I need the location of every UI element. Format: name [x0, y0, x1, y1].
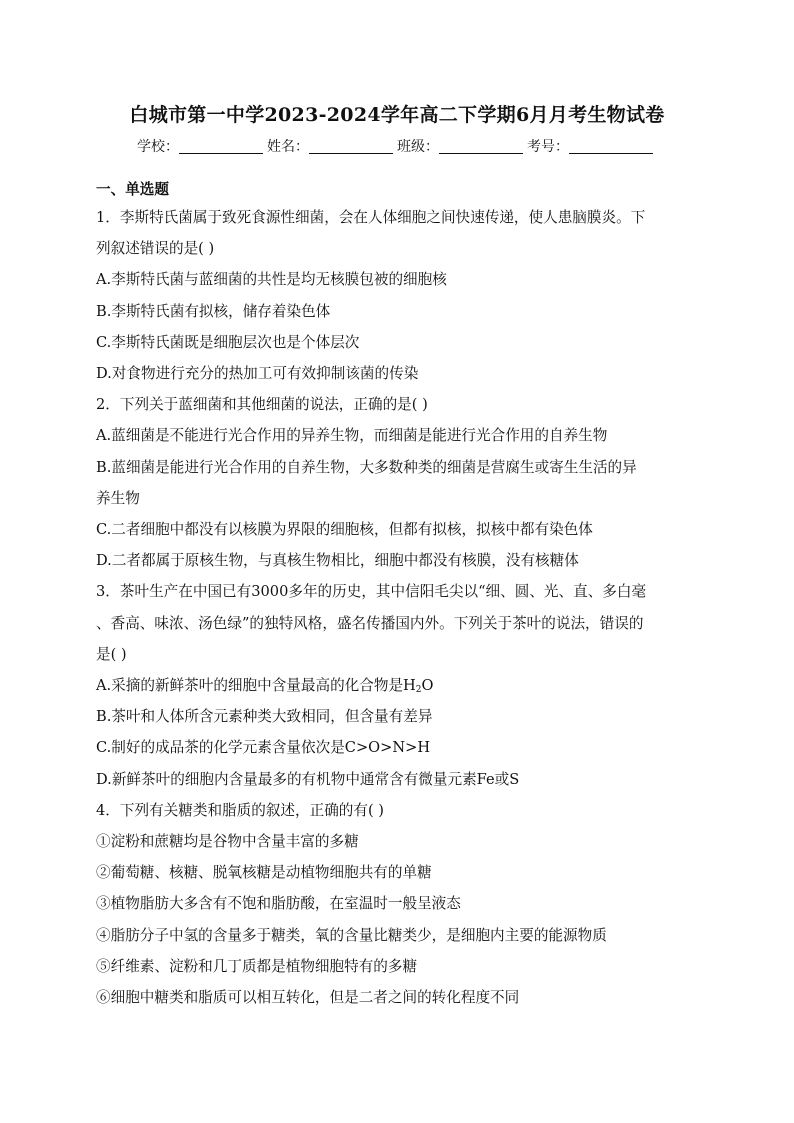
- school-blank[interactable]: [179, 139, 263, 154]
- question-stem: 2．下列关于蓝细菌和其他细菌的说法，正确的是( ): [96, 396, 428, 414]
- statement-4: ④脂肪分子中氢的含量多于糖类，氧的含量比糖类少，是细胞内主要的能源物质: [96, 926, 607, 944]
- statement-2: ②葡萄糖、核糖、脱氧核糖是动植物细胞共有的单糖: [96, 864, 432, 882]
- option-a: A.蓝细菌是不能进行光合作用的异养生物，而细菌是能进行光合作用的自养生物: [96, 427, 608, 445]
- question-3: [96, 576, 706, 794]
- option-d: D.二者都属于原核生物，与真核生物相比，细胞中都没有核膜，没有核糖体: [96, 552, 579, 570]
- statement-3: ③植物脂肪大多含有不饱和脂肪酸，在室温时一般呈液态: [96, 895, 461, 913]
- option-b: B.蓝细菌是能进行光合作用的自养生物，大多数种类的细菌是营腐生或寄生生活的异: [96, 458, 637, 476]
- option-c: C.制好的成品茶的化学元素含量依次是C>O>N>H: [96, 739, 431, 757]
- statement-1: ①淀粉和蔗糖均是谷物中含量丰富的多糖: [96, 833, 359, 851]
- option-a-text: A.采摘的新鲜茶叶的细胞中含量最高的化合物是H: [96, 677, 416, 695]
- question-2: [96, 389, 706, 576]
- student-info-line: [0, 136, 794, 156]
- question-stem: 1．李斯特氏菌属于致死食源性细菌，会在人体细胞之间快速传递，使人患脑膜炎。下: [96, 209, 646, 226]
- exam-content: [96, 178, 706, 1013]
- option-c: C.李斯特氏菌既是细胞层次也是个体层次: [96, 333, 360, 351]
- option-d: D.对食物进行充分的热加工可有效抑制该菌的传染: [96, 365, 419, 383]
- question-stem: 、香高、味浓、汤色绿”的独特风格，盛名传播国内外。下列关于茶叶的说法，错误的: [96, 614, 644, 632]
- option-b-continued: 养生物: [96, 489, 140, 507]
- option-d: D.新鲜茶叶的细胞内含量最多的有机物中通常含有微量元素Fe或S: [96, 770, 520, 788]
- name-blank[interactable]: [309, 139, 393, 154]
- statement-5: ⑤纤维素、淀粉和几丁质都是植物细胞特有的多糖: [96, 957, 418, 975]
- school-label: 学校：: [137, 139, 179, 155]
- class-blank[interactable]: [439, 139, 523, 154]
- section-heading: 一、单选题: [96, 181, 169, 198]
- class-label: 班级：: [397, 139, 439, 155]
- statement-6: ⑥细胞中糖类和脂质可以相互转化，但是二者之间的转化程度不同: [96, 989, 520, 1007]
- page-title: 白城市第一中学2023-2024学年高二下学期6月月考生物试卷: [129, 104, 665, 126]
- question-stem: 4．下列有关糖类和脂质的叙述，正确的有( ): [96, 801, 385, 819]
- question-stem: 是( ): [96, 645, 127, 663]
- name-label: 姓名：: [267, 139, 309, 155]
- question-stem: 列叙述错误的是( ): [96, 240, 215, 258]
- option-a-text-end: O: [421, 677, 434, 695]
- subscript: 2: [415, 685, 422, 696]
- option-a: [96, 670, 706, 701]
- question-1: [96, 202, 706, 389]
- question-4: [96, 795, 706, 1013]
- option-b: B.茶叶和人体所含元素种类大致相同，但含量有差异: [96, 708, 433, 726]
- option-c: C.二者细胞中都没有以核膜为界限的细胞核，但都有拟核，拟核中都有染色体: [96, 521, 593, 539]
- number-label: 考号：: [527, 139, 569, 155]
- question-stem: 3．茶叶生产在中国已有3000多年的历史，其中信阳毛尖以“细、圆、光、直、多白毫: [96, 583, 647, 601]
- number-blank[interactable]: [569, 139, 653, 154]
- option-b: B.李斯特氏菌有拟核，储存着染色体: [96, 302, 331, 320]
- option-a: A.李斯特氏菌与蓝细菌的共性是均无核膜包被的细胞核: [96, 271, 447, 289]
